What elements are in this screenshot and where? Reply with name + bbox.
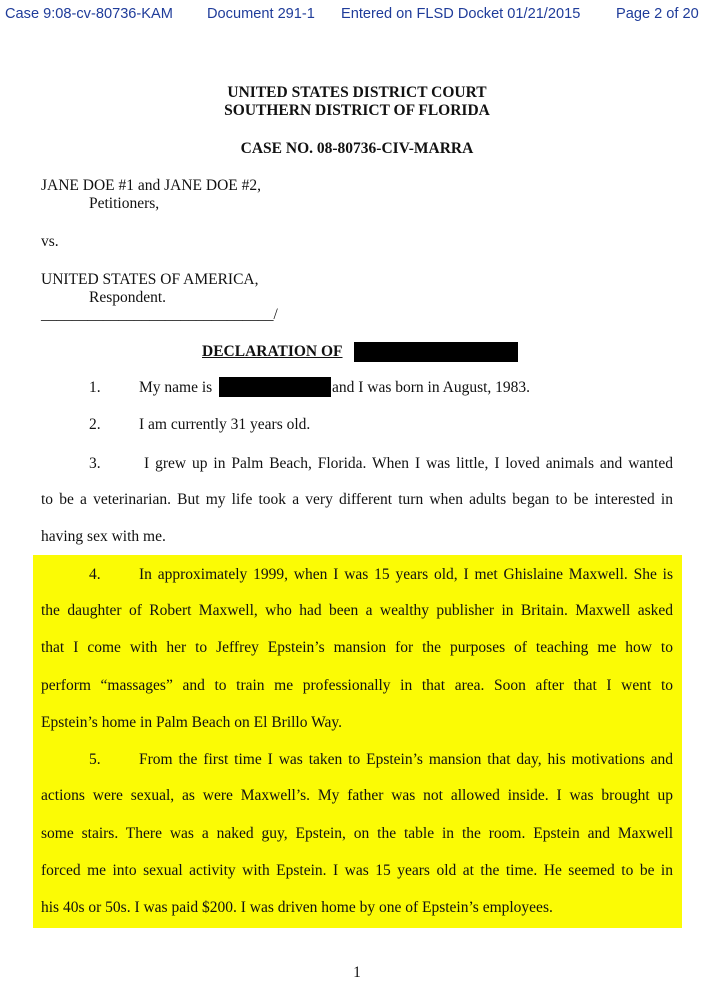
versus: vs. [41,233,59,250]
paragraph-line: I grew up in Palm Beach, Florida. When I was little, I loved animals and wanted [144,455,673,472]
document-number-stamp: Document 291-1 [207,6,315,22]
paragraph-number: 3. [89,455,101,472]
petitioners-label: Petitioners, [89,195,160,212]
case-number-title: CASE NO. 08-80736-CIV-MARRA [240,140,474,157]
page-count-stamp: Page 2 of 20 [616,6,699,22]
paragraph-line: actions were sexual, as were Maxwell’s. My father was not allowed inside. I was brought up [41,787,673,804]
docket-entry-stamp: Entered on FLSD Docket 01/21/2015 [341,6,581,22]
respondent-name: UNITED STATES OF AMERICA, [41,271,259,288]
paragraph-number: 5. [89,751,101,768]
paragraph-text: I am currently 31 years old. [139,416,311,433]
paragraph-line: having sex with me. [41,528,166,545]
declaration-title: DECLARATION OF [202,343,343,360]
paragraph-line: to be a veterinarian. But my life took a very different turn when adults began to be interested in [41,491,673,508]
paragraph-line: perform “massages” and to train me professionally in that area. Soon after that I went to [41,677,673,694]
court-district: SOUTHERN DISTRICT OF FLORIDA [224,102,490,119]
paragraph-text: and I was born in August, 1983. [332,379,531,396]
court-name: UNITED STATES DISTRICT COURT [227,84,487,101]
paragraph-line: Epstein’s home in Palm Beach on El Brillo Way. [41,714,342,731]
paragraph-line: From the first time I was taken to Epstein’s mansion that day, his motivations and [139,751,673,768]
paragraph-line: the daughter of Robert Maxwell, who had been a wealthy publisher in Britain. Maxwell asked [41,602,673,619]
paragraph-line: In approximately 1999, when I was 15 years old, I met Ghislaine Maxwell. She is [139,566,673,583]
page-number: 1 [353,964,361,981]
paragraph-line: that I come with her to Jeffrey Epstein’s mansion for the purposes of teaching me how to [41,639,673,656]
caption-separator: ______________________________/ [41,306,278,323]
case-number-stamp: Case 9:08-cv-80736-KAM [5,6,173,22]
paragraph-number: 4. [89,566,101,583]
paragraph-text: My name is [139,379,213,396]
respondent-label: Respondent. [89,289,167,306]
redaction-box [219,377,331,397]
paragraph-number: 2. [89,416,101,433]
paragraph-line: forced me into sexual activity with Epstein. I was 15 years old at the time. He seemed to be in [41,862,673,879]
paragraph-line: his 40s or 50s. I was paid $200. I was driven home by one of Epstein’s employees. [41,899,553,916]
paragraph-number: 1. [89,379,101,396]
petitioners-names: JANE DOE #1 and JANE DOE #2, [41,177,261,194]
redaction-box [354,342,518,362]
paragraph-line: some stairs. There was a naked guy, Epstein, on the table in the room. Epstein and Maxwell [41,825,673,842]
